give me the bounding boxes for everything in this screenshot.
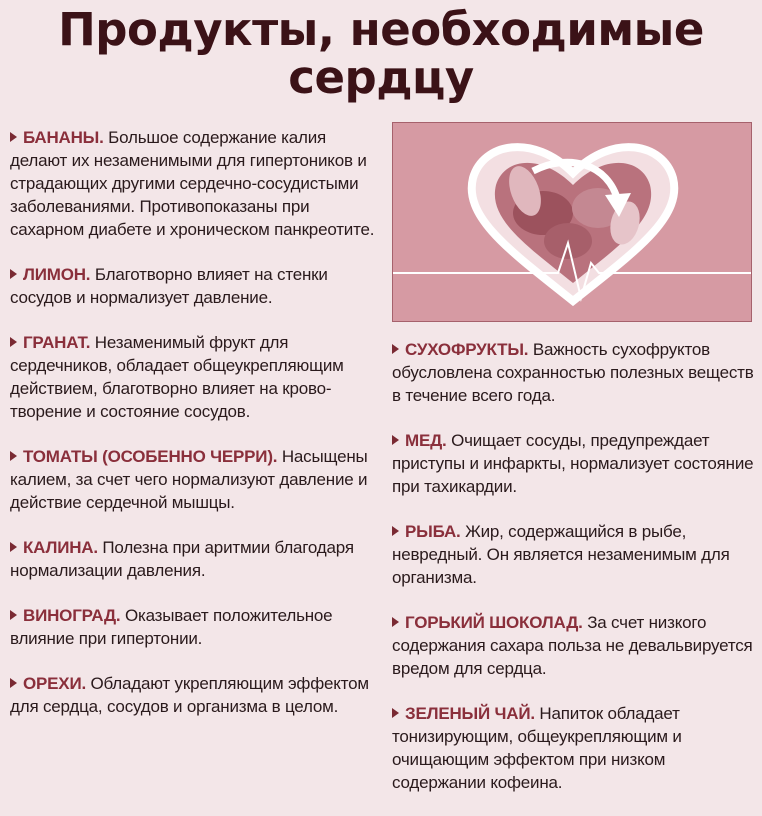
item-text: Жир, содержащийся в рыбе, невредный. Он является незаменимым для организма. — [392, 522, 730, 587]
list-item — [10, 536, 382, 582]
list-item — [392, 520, 758, 589]
bullet-arrow-icon — [10, 337, 17, 347]
item-name: ВИНОГРАД. — [23, 606, 121, 625]
bullet-arrow-icon — [392, 435, 399, 445]
bullet-arrow-icon — [392, 617, 399, 627]
item-name: РЫБА. — [405, 522, 461, 541]
list-item — [392, 611, 758, 680]
item-text: За счет низкого содержания сахара польза не девальвируется вредом для сердца. — [392, 613, 753, 678]
item-name: ОРЕХИ. — [23, 674, 86, 693]
item-text: Большое содержание калия делают их незаменимыми для гипертоников и страдающих другими сердечно-сосудистыми заболеваниями. Противопоказаны при сахарном диабете и хроническом панкреотите. — [10, 128, 375, 239]
bullet-arrow-icon — [10, 451, 17, 461]
item-name: ГОРЬКИЙ ШОКОЛАД. — [405, 613, 583, 632]
item-name: ЛИМОН. — [23, 265, 91, 284]
item-name: ЗЕЛЕНЫЙ ЧАЙ. — [405, 704, 535, 723]
bullet-arrow-icon — [10, 678, 17, 688]
item-name: КАЛИНА. — [23, 538, 98, 557]
list-item — [10, 331, 382, 423]
list-item — [10, 445, 382, 514]
bullet-arrow-icon — [10, 132, 17, 142]
list-item — [392, 702, 758, 794]
item-name: МЕД. — [405, 431, 447, 450]
bullet-arrow-icon — [392, 526, 399, 536]
bullet-arrow-icon — [10, 542, 17, 552]
right-column — [392, 338, 758, 816]
left-column — [10, 126, 382, 740]
list-item — [392, 429, 758, 498]
item-name: СУХОФРУКТЫ. — [405, 340, 529, 359]
item-text: Оказывает положительное влияние при гипертонии. — [10, 606, 333, 648]
item-text: Благотворно влияет на стенки сосудов и нормализует давление. — [10, 265, 328, 307]
heart-with-fruits-icon — [392, 122, 752, 322]
item-text: Обладают укрепляющим эффектом для сердца, сосудов и организма в целом. — [10, 674, 369, 716]
item-text: Важность сухофруктов обусловлена сохранностью полезных веществ в течение всего года. — [392, 340, 754, 405]
item-text: Насыщены калием, за счет чего нормализуют давление и действие сердечной мышцы. — [10, 447, 368, 512]
bullet-arrow-icon — [10, 610, 17, 620]
bullet-arrow-icon — [392, 708, 399, 718]
list-item — [10, 263, 382, 309]
item-text: Полезна при аритмии благодаря нормализации давления. — [10, 538, 354, 580]
list-item — [10, 126, 382, 241]
list-item — [10, 672, 382, 718]
item-name: ГРАНАТ. — [23, 333, 91, 352]
list-item — [392, 338, 758, 407]
item-name: ТОМАТЫ (ОСОБЕННО ЧЕРРИ). — [23, 447, 278, 466]
list-item — [10, 604, 382, 650]
item-text: Незаменимый фрукт для сердечников, обладает общеукрепляющим действием, благотворно влияет на крово-творение и состояние сосудов. — [10, 333, 344, 421]
item-text: Очищает сосуды, предупреждает приступы и инфаркты, нормализует состояние при тахикардии. — [392, 431, 754, 496]
item-name: БАНАНЫ. — [23, 128, 104, 147]
bullet-arrow-icon — [392, 344, 399, 354]
bullet-arrow-icon — [10, 269, 17, 279]
page-title: Продукты, необходимые сердцу — [58, 3, 704, 104]
item-text: Напиток обладает тонизирующим, общеукрепляющим и очищающим эффектом при низком содержании кофеина. — [392, 704, 682, 792]
